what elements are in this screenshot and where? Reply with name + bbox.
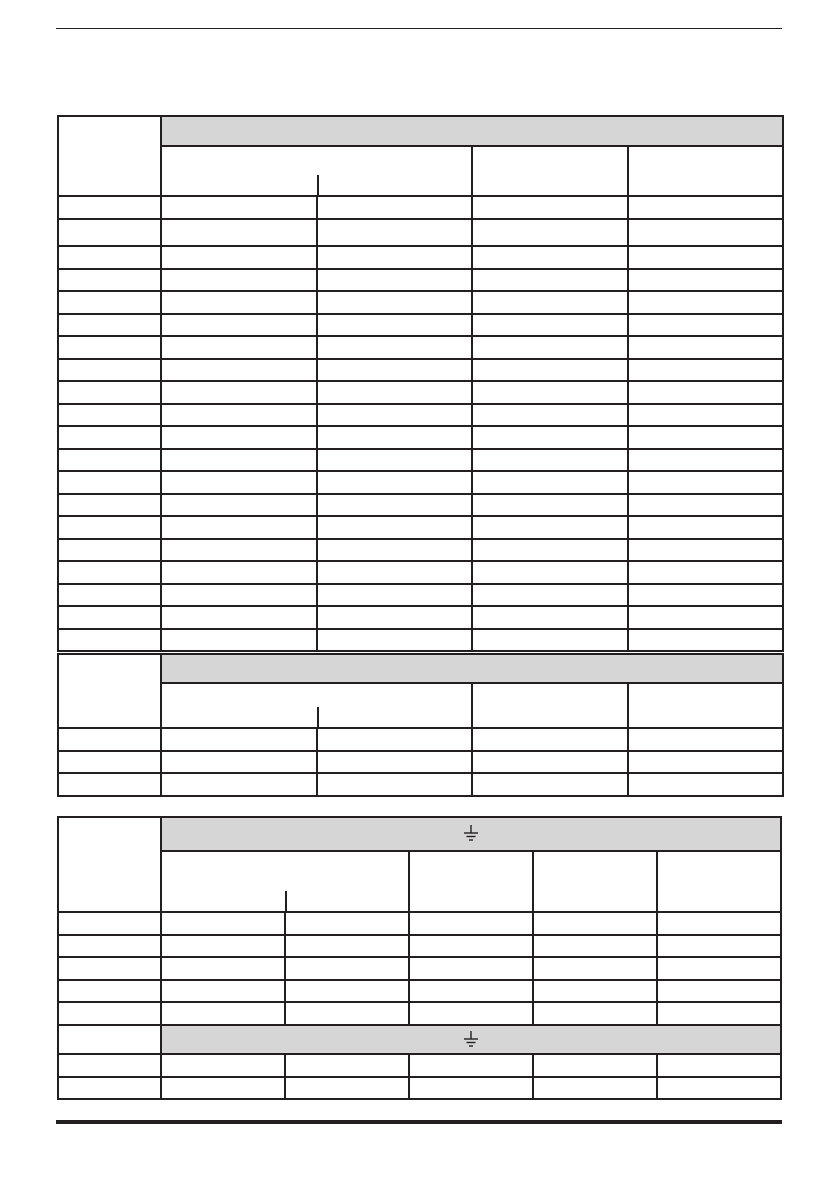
table-cell — [161, 359, 317, 381]
table-cell — [533, 1054, 657, 1077]
table-cell — [317, 751, 472, 773]
row-label-cell — [58, 912, 161, 935]
table-cell — [161, 1077, 285, 1099]
table-cell — [161, 269, 317, 291]
table-cell — [533, 1002, 657, 1025]
table-cell — [317, 584, 472, 606]
table-cell — [628, 606, 783, 629]
table-cell — [161, 584, 317, 606]
table-cell — [628, 381, 783, 404]
table-band-header — [161, 654, 783, 683]
table-band-header — [161, 116, 783, 146]
row-label-cell — [58, 1077, 161, 1099]
row-label-cell — [58, 516, 161, 539]
row-label-cell — [58, 728, 161, 751]
table-cell — [317, 291, 472, 314]
table-cell — [472, 728, 628, 751]
spec-table-3 — [57, 816, 782, 1100]
table-cell — [628, 359, 783, 381]
table-cell — [472, 404, 628, 426]
table-cell — [409, 935, 533, 957]
table-cell — [317, 629, 472, 651]
column-header — [657, 851, 781, 912]
table-cell — [628, 494, 783, 516]
row-label-cell — [58, 359, 161, 381]
table-cell — [161, 751, 317, 773]
table-cell — [472, 359, 628, 381]
table-cell — [628, 336, 783, 359]
row-label-cell — [58, 606, 161, 629]
table-cell — [285, 980, 409, 1002]
row-label-cell — [58, 1054, 161, 1077]
row-label-cell — [58, 629, 161, 651]
table-cell — [161, 219, 317, 246]
row-header-cell — [58, 654, 161, 728]
table-cell — [161, 314, 317, 336]
table-cell — [472, 336, 628, 359]
row-label-cell — [58, 291, 161, 314]
column-header — [409, 851, 533, 912]
table-cell — [628, 561, 783, 584]
table-cell — [472, 449, 628, 471]
row-label-cell — [58, 773, 161, 796]
table-cell — [628, 539, 783, 561]
row-label-cell — [58, 539, 161, 561]
table-cell — [317, 773, 472, 796]
table-band-header-ground — [161, 817, 781, 851]
table-cell — [161, 912, 285, 935]
table-cell — [317, 314, 472, 336]
table-cell — [472, 773, 628, 796]
table-cell — [317, 404, 472, 426]
column-divider-stub — [285, 891, 287, 913]
table-cell — [628, 584, 783, 606]
table-cell — [161, 404, 317, 426]
table-cell — [317, 381, 472, 404]
table-cell — [161, 449, 317, 471]
table-cell — [161, 980, 285, 1002]
row-label-cell — [58, 449, 161, 471]
table-cell — [472, 561, 628, 584]
table-cell — [317, 494, 472, 516]
column-header — [472, 683, 628, 728]
table-cell — [472, 219, 628, 246]
row-label-cell — [58, 751, 161, 773]
table-cell — [472, 539, 628, 561]
table-cell — [628, 728, 783, 751]
table-cell — [657, 1054, 781, 1077]
table-cell — [161, 471, 317, 494]
ground-icon — [461, 1031, 481, 1049]
column-divider-stub — [317, 707, 319, 729]
table-cell — [472, 196, 628, 219]
table-cell — [317, 196, 472, 219]
table-cell — [533, 912, 657, 935]
table-cell — [472, 584, 628, 606]
table-cell — [472, 426, 628, 449]
table-cell — [285, 1077, 409, 1099]
table-cell — [628, 269, 783, 291]
table-cell — [317, 471, 472, 494]
table-cell — [161, 1002, 285, 1025]
table-cell — [628, 629, 783, 651]
column-header — [533, 851, 657, 912]
column-header — [628, 146, 783, 196]
table-cell — [657, 1002, 781, 1025]
row-label-cell — [58, 471, 161, 494]
table-cell — [472, 246, 628, 269]
table-cell — [161, 336, 317, 359]
row-label-cell — [58, 980, 161, 1002]
table-cell — [472, 381, 628, 404]
row-label-cell — [58, 584, 161, 606]
table-cell — [317, 539, 472, 561]
table-cell — [628, 314, 783, 336]
table-cell — [533, 980, 657, 1002]
table-cell — [317, 336, 472, 359]
table-cell — [628, 219, 783, 246]
ground-icon — [461, 825, 481, 843]
column-group-header — [161, 146, 472, 196]
table-cell — [472, 606, 628, 629]
spec-table-1 — [57, 115, 784, 652]
row-header-cell — [58, 1025, 161, 1054]
table-cell — [161, 381, 317, 404]
table-cell — [628, 751, 783, 773]
table-cell — [161, 957, 285, 980]
column-header — [628, 683, 783, 728]
column-header — [472, 146, 628, 196]
table-cell — [533, 957, 657, 980]
table-cell — [161, 629, 317, 651]
table-cell — [657, 935, 781, 957]
footer-rule — [56, 1120, 782, 1124]
table-cell — [533, 935, 657, 957]
row-label-cell — [58, 1002, 161, 1025]
table-cell — [285, 912, 409, 935]
table-cell — [285, 1002, 409, 1025]
table-cell — [472, 516, 628, 539]
table-cell — [317, 246, 472, 269]
table-cell — [472, 629, 628, 651]
table-cell — [472, 751, 628, 773]
row-header-cell — [58, 817, 161, 912]
table-cell — [285, 1054, 409, 1077]
table-cell — [161, 426, 317, 449]
row-label-cell — [58, 219, 161, 246]
row-label-cell — [58, 196, 161, 219]
row-label-cell — [58, 957, 161, 980]
table-cell — [409, 1077, 533, 1099]
row-label-cell — [58, 935, 161, 957]
table-cell — [161, 291, 317, 314]
table-cell — [317, 449, 472, 471]
table-cell — [472, 269, 628, 291]
table-cell — [161, 935, 285, 957]
table-cell — [161, 539, 317, 561]
row-label-cell — [58, 314, 161, 336]
row-label-cell — [58, 246, 161, 269]
table-cell — [533, 1077, 657, 1099]
table-cell — [161, 246, 317, 269]
table-cell — [472, 314, 628, 336]
column-divider-stub — [317, 175, 319, 197]
table-cell — [628, 246, 783, 269]
table-cell — [285, 935, 409, 957]
table-cell — [161, 1054, 285, 1077]
row-label-cell — [58, 426, 161, 449]
column-group-header — [161, 683, 472, 728]
table-cell — [409, 1054, 533, 1077]
row-label-cell — [58, 336, 161, 359]
table-cell — [472, 471, 628, 494]
table-cell — [472, 494, 628, 516]
table-cell — [161, 516, 317, 539]
table-cell — [161, 773, 317, 796]
row-label-cell — [58, 269, 161, 291]
column-group-header — [161, 851, 409, 912]
row-label-cell — [58, 404, 161, 426]
table-cell — [628, 426, 783, 449]
table-band-header-ground — [161, 1025, 781, 1054]
table-cell — [161, 728, 317, 751]
table-cell — [317, 728, 472, 751]
table-cell — [317, 426, 472, 449]
table-cell — [657, 1077, 781, 1099]
spec-table-2 — [57, 653, 784, 797]
table-cell — [317, 606, 472, 629]
table-cell — [317, 269, 472, 291]
table-cell — [628, 516, 783, 539]
table-cell — [657, 912, 781, 935]
table-cell — [409, 912, 533, 935]
table-cell — [161, 494, 317, 516]
table-cell — [317, 219, 472, 246]
table-cell — [628, 196, 783, 219]
table-cell — [657, 980, 781, 1002]
table-cell — [472, 291, 628, 314]
table-cell — [317, 561, 472, 584]
table-cell — [161, 561, 317, 584]
table-cell — [317, 359, 472, 381]
table-cell — [409, 1002, 533, 1025]
table-cell — [161, 196, 317, 219]
table-cell — [409, 980, 533, 1002]
header-rule — [56, 28, 782, 29]
table-cell — [317, 516, 472, 539]
table-cell — [285, 957, 409, 980]
table-cell — [628, 449, 783, 471]
table-cell — [409, 957, 533, 980]
row-label-cell — [58, 381, 161, 404]
table-cell — [628, 291, 783, 314]
row-label-cell — [58, 561, 161, 584]
table-cell — [161, 606, 317, 629]
table-cell — [657, 957, 781, 980]
row-header-cell — [58, 116, 161, 196]
row-label-cell — [58, 494, 161, 516]
table-cell — [628, 404, 783, 426]
table-cell — [628, 471, 783, 494]
table-cell — [628, 773, 783, 796]
